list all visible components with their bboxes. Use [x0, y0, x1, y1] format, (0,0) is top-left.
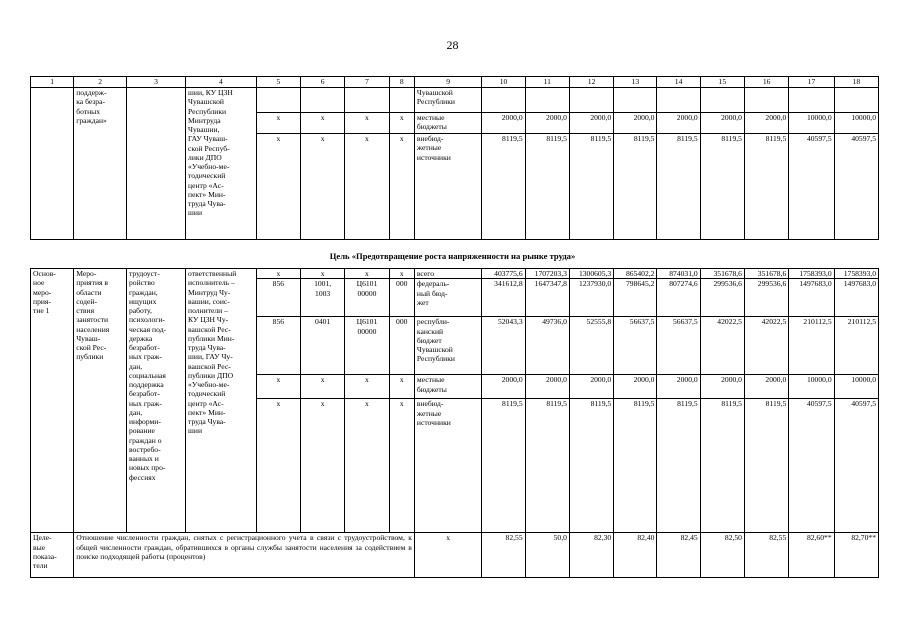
value-cell: 1758393,0 — [789, 269, 834, 279]
column-number: 11 — [525, 77, 569, 88]
col3-cell — [126, 88, 185, 240]
value-cell: 8119,5 — [700, 134, 744, 240]
target-value-cell: 82,45 — [657, 533, 700, 578]
value-cell: 2000,0 — [482, 375, 525, 399]
value-cell: 52043,3 — [482, 317, 525, 375]
column-number: 4 — [186, 77, 257, 88]
column-number: 2 — [74, 77, 127, 88]
value-cell: 8119,5 — [744, 134, 788, 240]
value-cell: 2000,0 — [614, 113, 657, 134]
code-cell — [300, 88, 344, 113]
value-cell: 865402,2 — [614, 269, 657, 279]
value-cell: 2000,0 — [657, 375, 700, 399]
code-cell: x — [345, 269, 389, 279]
target-value-cell: 82,30 — [569, 533, 613, 578]
value-cell: 2000,0 — [744, 113, 788, 134]
target-value-cell: 82,50 — [700, 533, 744, 578]
code-cell: x — [345, 113, 389, 134]
target-source-cell: x — [414, 533, 482, 578]
code-cell: x — [300, 269, 344, 279]
column-number: 5 — [256, 77, 300, 88]
target-label-cell: Целе- вые показа- тели — [31, 533, 74, 578]
value-cell: 1707203,3 — [525, 269, 569, 279]
target-indicators-row — [31, 533, 879, 578]
value-cell: 1647347,8 — [525, 279, 569, 317]
value-cell: 2000,0 — [525, 113, 569, 134]
value-cell: 8119,5 — [614, 399, 657, 533]
column-number: 17 — [789, 77, 834, 88]
activity-number-cell: Основ- ное меро- прия- тие 1 — [31, 269, 74, 533]
column-number: 18 — [834, 77, 878, 88]
column-number: 8 — [389, 77, 414, 88]
column-number: 3 — [126, 77, 185, 88]
value-cell: 2000,0 — [744, 375, 788, 399]
value-cell: 10000,0 — [789, 113, 834, 134]
funding-source-cell: местные бюджеты — [414, 113, 482, 134]
value-cell: 8119,5 — [700, 399, 744, 533]
value-cell: 8119,5 — [614, 134, 657, 240]
value-cell: 8119,5 — [657, 134, 700, 240]
executor-cell: ответственный исполнитель – Минтруд Чу- вашии, соис- полнители – КУ ЦЗН Чу- вашской Рес- публики Мин- труда Чува- шии, ГАУ Чу- вашской Рес- публики ДПО «Учебно-ме- тодический центр «Ас- пект» Мин- труда Чува- шии — [186, 269, 257, 533]
value-cell — [482, 88, 525, 113]
funding-source-cell: местные бюджеты — [414, 375, 482, 399]
value-cell: 2000,0 — [657, 113, 700, 134]
value-cell: 210112,5 — [789, 317, 834, 375]
column-number: 16 — [744, 77, 788, 88]
value-cell: 8119,5 — [482, 399, 525, 533]
value-cell: 2000,0 — [700, 113, 744, 134]
code-cell: x — [389, 134, 414, 240]
code-cell: x — [256, 375, 300, 399]
code-cell: x — [300, 399, 344, 533]
funding-source-cell: всего — [414, 269, 482, 279]
code-cell: 856 — [256, 279, 300, 317]
value-cell: 2000,0 — [525, 375, 569, 399]
target-value-cell: 50,0 — [525, 533, 569, 578]
activity-name-cell: Меро- приятия в области содей- ствия занятости населения Чуваш- ской Рес- публики — [74, 269, 127, 533]
code-cell: x — [345, 134, 389, 240]
value-cell: 2000,0 — [482, 113, 525, 134]
code-cell: 856 — [256, 317, 300, 375]
value-cell: 1497683,0 — [834, 279, 878, 317]
value-cell: 1758393,0 — [834, 269, 878, 279]
value-cell: 798645,2 — [614, 279, 657, 317]
value-cell: 1497683,0 — [789, 279, 834, 317]
value-cell: 299536,6 — [700, 279, 744, 317]
value-cell: 874031,0 — [657, 269, 700, 279]
value-cell — [789, 88, 834, 113]
value-cell: 8119,5 — [569, 399, 613, 533]
program-name-cell: поддерж- ка безра- ботных граждан» — [74, 88, 127, 240]
code-cell: x — [389, 399, 414, 533]
code-cell — [389, 88, 414, 113]
target-value-cell: 82,70** — [834, 533, 878, 578]
value-cell: 42022,5 — [744, 317, 788, 375]
value-cell: 52555,8 — [569, 317, 613, 375]
value-cell: 351678,6 — [744, 269, 788, 279]
table-row — [31, 269, 879, 279]
code-cell: x — [300, 113, 344, 134]
code-cell: Ц6101 00000 — [345, 279, 389, 317]
target-value-cell: 82,55 — [744, 533, 788, 578]
code-cell: x — [389, 269, 414, 279]
code-cell — [256, 88, 300, 113]
code-cell: 0401 — [300, 317, 344, 375]
value-cell: 40597,5 — [789, 134, 834, 240]
value-cell: 1237930,0 — [569, 279, 613, 317]
code-cell: x — [256, 134, 300, 240]
value-cell: 8119,5 — [744, 399, 788, 533]
executor-cell: шии, КУ ЦЗН Чувашской Республики Минтруда Чувашии, ГАУ Чуваш- ской Респуб- лики ДПО «Учебно-ме- тодический центр «Ас- пект» Мин- труда Чува- шии — [186, 88, 257, 240]
value-cell — [744, 88, 788, 113]
value-cell — [569, 88, 613, 113]
value-cell: 40597,5 — [789, 399, 834, 533]
value-cell: 807274,6 — [657, 279, 700, 317]
code-cell: x — [345, 375, 389, 399]
value-cell: 210112,5 — [834, 317, 878, 375]
col1-cell — [31, 88, 74, 240]
column-number: 1 — [31, 77, 74, 88]
code-cell: Ц6101 00000 — [345, 317, 389, 375]
value-cell: 10000,0 — [834, 375, 878, 399]
code-cell: x — [300, 134, 344, 240]
value-cell: 1300605,3 — [569, 269, 613, 279]
funding-source-cell: республи- канский бюджет Чувашской Республики — [414, 317, 482, 375]
value-cell — [657, 88, 700, 113]
column-number: 10 — [482, 77, 525, 88]
value-cell: 351678,6 — [700, 269, 744, 279]
code-cell: x — [300, 375, 344, 399]
column-number: 6 — [300, 77, 344, 88]
funding-source-cell: внебюд- жетные источники — [414, 134, 482, 240]
continuation-table — [30, 76, 879, 240]
code-cell — [345, 88, 389, 113]
value-cell: 42022,5 — [700, 317, 744, 375]
value-cell: 49736,0 — [525, 317, 569, 375]
header-row — [31, 77, 879, 88]
code-cell: 000 — [389, 279, 414, 317]
value-cell: 8119,5 — [482, 134, 525, 240]
value-cell: 10000,0 — [789, 375, 834, 399]
column-number: 13 — [614, 77, 657, 88]
target-description-cell: Отношение численности граждан, снятых с регистрационного учета в связи с трудоустройством, к общей численности граждан, обратившихся в органы службы занятости населения за содействием в поиске подходящей работы (процентов) — [74, 533, 415, 578]
value-cell: 299536,6 — [744, 279, 788, 317]
target-value-cell: 82,55 — [482, 533, 525, 578]
column-number: 12 — [569, 77, 613, 88]
target-value-cell: 82,40 — [614, 533, 657, 578]
goal-title: Цель «Предотвращение роста напряженности на рынке труда» — [329, 251, 576, 261]
column-number: 9 — [414, 77, 482, 88]
value-cell: 341612,8 — [482, 279, 525, 317]
code-cell: x — [389, 375, 414, 399]
code-cell: x — [256, 269, 300, 279]
value-cell: 8119,5 — [525, 134, 569, 240]
value-cell — [834, 88, 878, 113]
value-cell: 403775,6 — [482, 269, 525, 279]
code-cell: 1001, 1003 — [300, 279, 344, 317]
page-number: 28 — [446, 38, 459, 52]
target-value-cell: 82,60** — [789, 533, 834, 578]
code-cell: 000 — [389, 317, 414, 375]
code-cell: x — [256, 399, 300, 533]
table-row — [31, 88, 879, 113]
funding-source-cell: Чувашской Республики — [414, 88, 482, 113]
value-cell: 2000,0 — [614, 375, 657, 399]
column-number: 14 — [657, 77, 700, 88]
funding-source-cell: федераль- ный бюд- жет — [414, 279, 482, 317]
value-cell: 2000,0 — [569, 375, 613, 399]
value-cell: 2000,0 — [700, 375, 744, 399]
main-table — [30, 268, 879, 578]
value-cell: 8119,5 — [525, 399, 569, 533]
funding-source-cell: внебюд- жетные источники — [414, 399, 482, 533]
value-cell: 8119,5 — [569, 134, 613, 240]
value-cell — [614, 88, 657, 113]
value-cell: 40597,5 — [834, 134, 878, 240]
code-cell: x — [345, 399, 389, 533]
value-cell — [700, 88, 744, 113]
value-cell: 2000,0 — [569, 113, 613, 134]
code-cell: x — [389, 113, 414, 134]
value-cell: 56637,5 — [657, 317, 700, 375]
value-cell: 8119,5 — [657, 399, 700, 533]
column-number: 7 — [345, 77, 389, 88]
activity-description-cell: трудоуст- ройство граждан, ищущих работу, психологи- ческая под- держка безработ- ных граж- дан, социальная поддержка безработ- ных граж- дан, информи- рование граждан о востребо- ванных и новых про- фессиях — [126, 269, 185, 533]
value-cell: 40597,5 — [834, 399, 878, 533]
column-number: 15 — [700, 77, 744, 88]
value-cell: 10000,0 — [834, 113, 878, 134]
value-cell — [525, 88, 569, 113]
value-cell: 56637,5 — [614, 317, 657, 375]
code-cell: x — [256, 113, 300, 134]
